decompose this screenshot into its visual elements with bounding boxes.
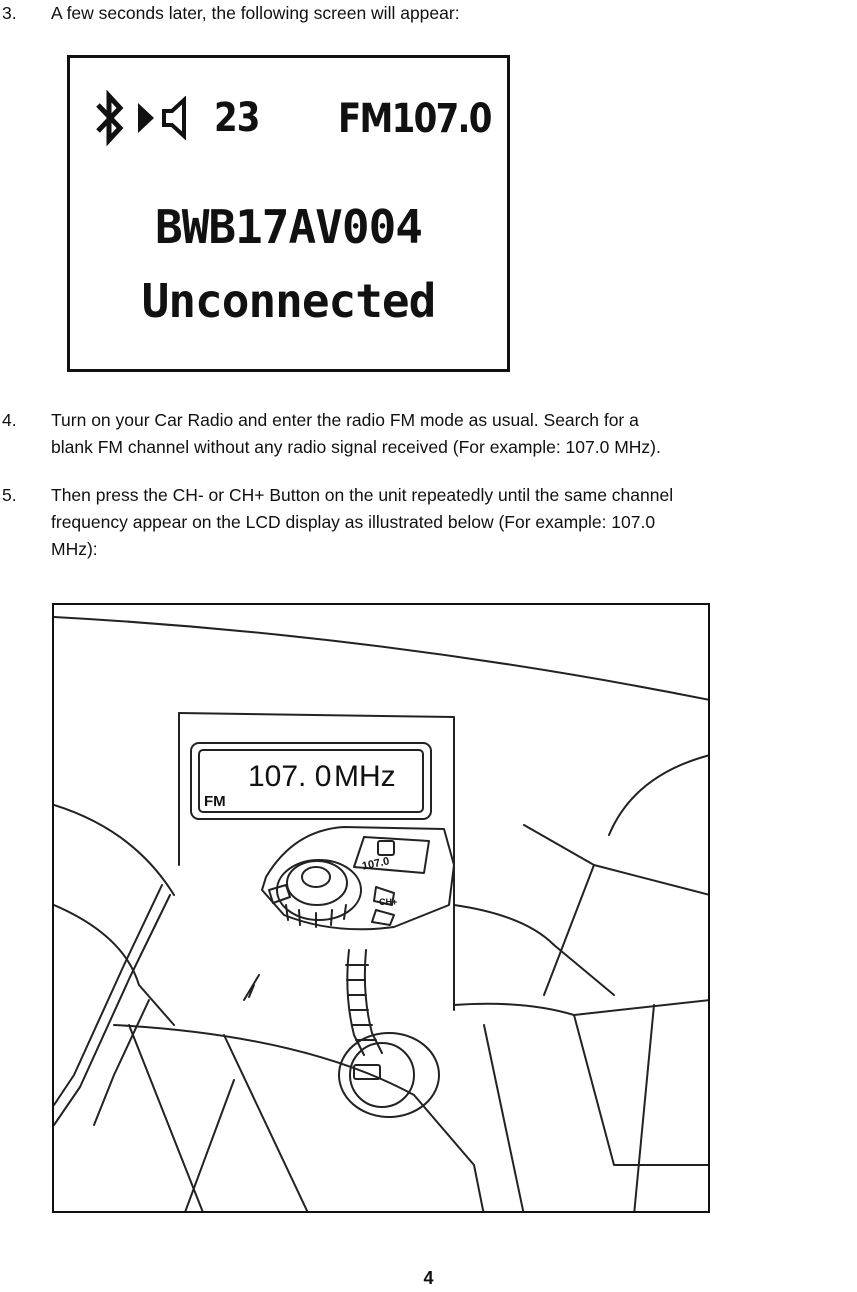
step-number: 5. <box>2 485 17 505</box>
speaker-icon <box>160 96 194 140</box>
step-number: 4. <box>2 410 17 430</box>
bluetooth-icon <box>92 90 126 146</box>
play-icon <box>136 101 156 135</box>
radio-frequency: 107. 0 <box>248 760 332 793</box>
car-dashboard-drawing <box>54 605 710 1213</box>
lcd-screen-figure <box>67 55 510 372</box>
step-text: A few seconds later, the following screen will appear: <box>51 3 460 23</box>
step-text: Then press the CH- or CH+ Button on the unit repeatedly until the same channel frequency appear on the LCD display as illustrated below (For example: 107.0 MHz): <box>51 485 674 559</box>
device-frequency: 107.0 <box>361 855 391 873</box>
volume-value: 23 <box>214 95 260 141</box>
radio-band: FM <box>204 793 226 810</box>
page-number: 4 <box>423 1268 434 1288</box>
car-radio-illustration <box>52 603 710 1213</box>
connection-status: Unconnected <box>141 274 436 328</box>
device-name: BWB17AV004 <box>155 200 422 254</box>
ch-plus-label: CH+ <box>379 897 398 907</box>
radio-unit: MHz <box>334 760 396 793</box>
lcd-frequency: FM107.0 <box>338 96 491 142</box>
step-text: Turn on your Car Radio and enter the radio FM mode as usual. Search for a blank FM channel without any radio signal received (For example: 107.0 MHz). <box>51 410 661 457</box>
step-number: 3. <box>2 3 17 23</box>
